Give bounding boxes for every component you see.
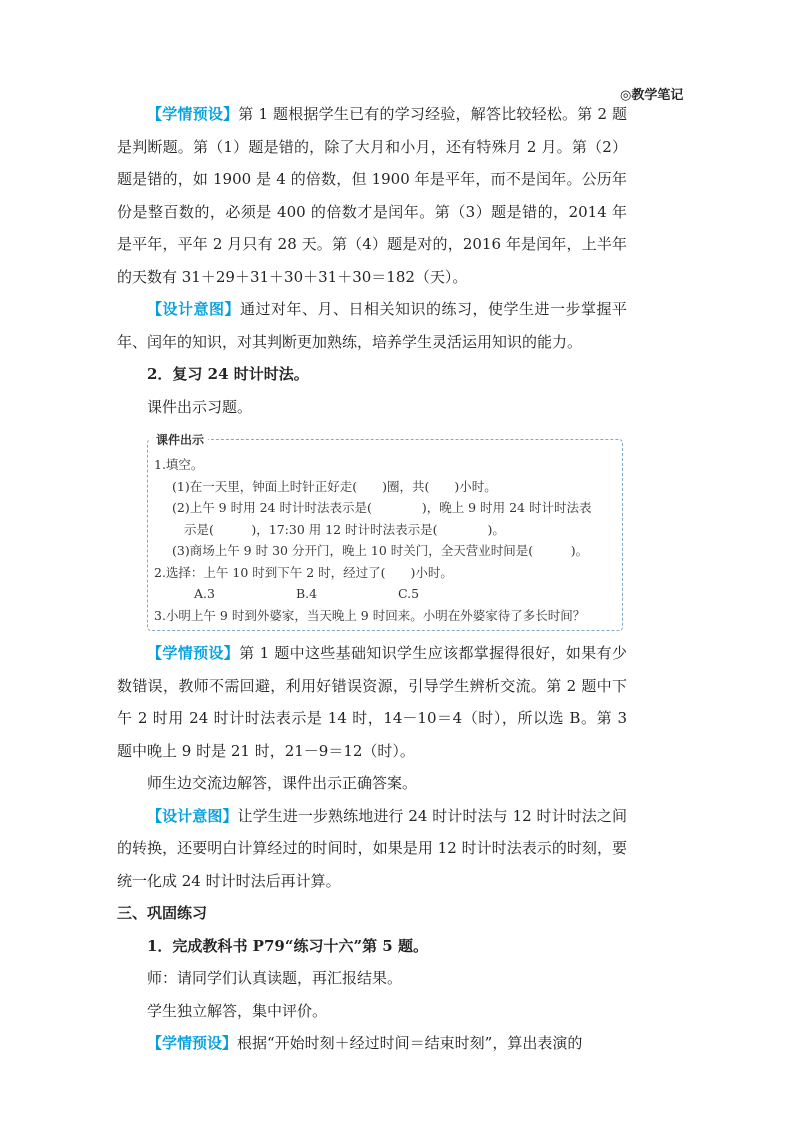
section-heading-2: 2．复习 24 时计时法。: [147, 365, 309, 383]
question-1: 1.填空。: [154, 457, 204, 472]
courseware-body: [154, 454, 616, 626]
teaching-notes-label: ◎教学笔记: [620, 88, 684, 103]
paragraph-text: 第 1 题中这些基础知识学生应该都掌握得很好，如果有少数错误，教师不需回避，利用好错误资源，引导学生辨析交流。第 2 题中下午 2 时用 24 时计时法表示是 14 时，14－10＝4（时），所以选 B。第 3 题中晚上 9 时是 21 时，21－9＝12（时）。: [117, 644, 627, 760]
section-heading-3: 三、巩固练习: [117, 904, 208, 922]
tag-label: 【学情预设】: [147, 105, 239, 123]
paragraph-text: 让学生进一步熟练地进行 24 时计时法与 12 时计时法之间的转换，还要明白计算经过的时间时，如果是用 12 时计时法表示的时刻，要统一化成 24 时计时法后再计算。: [117, 806, 627, 890]
paragraph-7: 师：请同学们认真读题，再汇报结果。: [147, 969, 403, 987]
paragraph-4: [117, 637, 627, 767]
courseware-title: 课件出示: [150, 431, 208, 448]
tag-label: 【学情预设】: [147, 644, 240, 662]
main-content: [117, 98, 627, 1060]
option-a: A.3: [194, 586, 215, 601]
tag-label: 【学情预设】: [147, 1034, 238, 1052]
tag-label: 【设计意图】: [147, 300, 240, 318]
option-c: C.5: [398, 586, 420, 601]
paragraph-1: [117, 98, 627, 293]
paragraph-5: 师生边交流边解答，课件出示正确答案。: [147, 774, 418, 792]
paragraph-text: 第 1 题根据学生已有的学习经验，解答比较轻松。第 2 题是判断题。第（1）题是错的，除了大月和小月，还有特殊月 2 月。第（2）题是错的，如 1900 是 4 的倍数，但 1900 年是平年，而不是闰年。公历年份是整百数的，必须是 400 的倍数才是闰年。第（3）题是错的，2014 年是平年，平年 2 月只有 28 天。第（4）题是对的，2016 年是闰年，上半年的天数有 31＋29＋31＋30＋31＋30＝182（天）。: [117, 105, 627, 286]
question-1-2b: 示是( )，17:30 用 12 时计时法表示是( )。: [184, 521, 505, 537]
paragraph-text: 根据“开始时刻＋经过时间＝结束时刻”，算出表演的: [237, 1034, 583, 1052]
question-1-3: (3)商场上午 9 时 30 分开门，晚上 10 时关门，全天营业时间是( )。: [172, 543, 589, 558]
question-2-options: [154, 583, 616, 605]
courseware-box: [147, 433, 623, 631]
paragraph-text: 通过对年、月、日相关知识的练习，使学生进一步掌握平年、闰年的知识，对其判断更加熟练，培养学生灵活运用知识的能力。: [117, 300, 627, 351]
section-heading-4: 1．完成教科书 P79“练习十六”第 5 题。: [147, 936, 428, 955]
paragraph-3: 课件出示习题。: [147, 397, 253, 416]
paragraph-9: [117, 1027, 627, 1060]
question-3: 3.小明上午 9 时到外婆家，当天晚上 9 时回来。小明在外婆家待了多长时间？: [154, 607, 586, 623]
paragraph-2: [117, 293, 627, 358]
tag-label: 【设计意图】: [147, 806, 238, 825]
paragraph-8: 学生独立解答，集中评价。: [147, 1001, 328, 1020]
question-1-1: (1)在一天里，钟面上时针正好走( )圈，共( )小时。: [172, 478, 497, 494]
question-2: 2.选择：上午 10 时到下午 2 时，经过了( )小时。: [154, 564, 453, 580]
option-b: B.4: [296, 586, 318, 601]
paragraph-6: [117, 800, 627, 898]
question-1-2a: (2)上午 9 时用 24 时计时法表示是( )，晚上 9 时用 24 时计时法表: [172, 500, 592, 515]
